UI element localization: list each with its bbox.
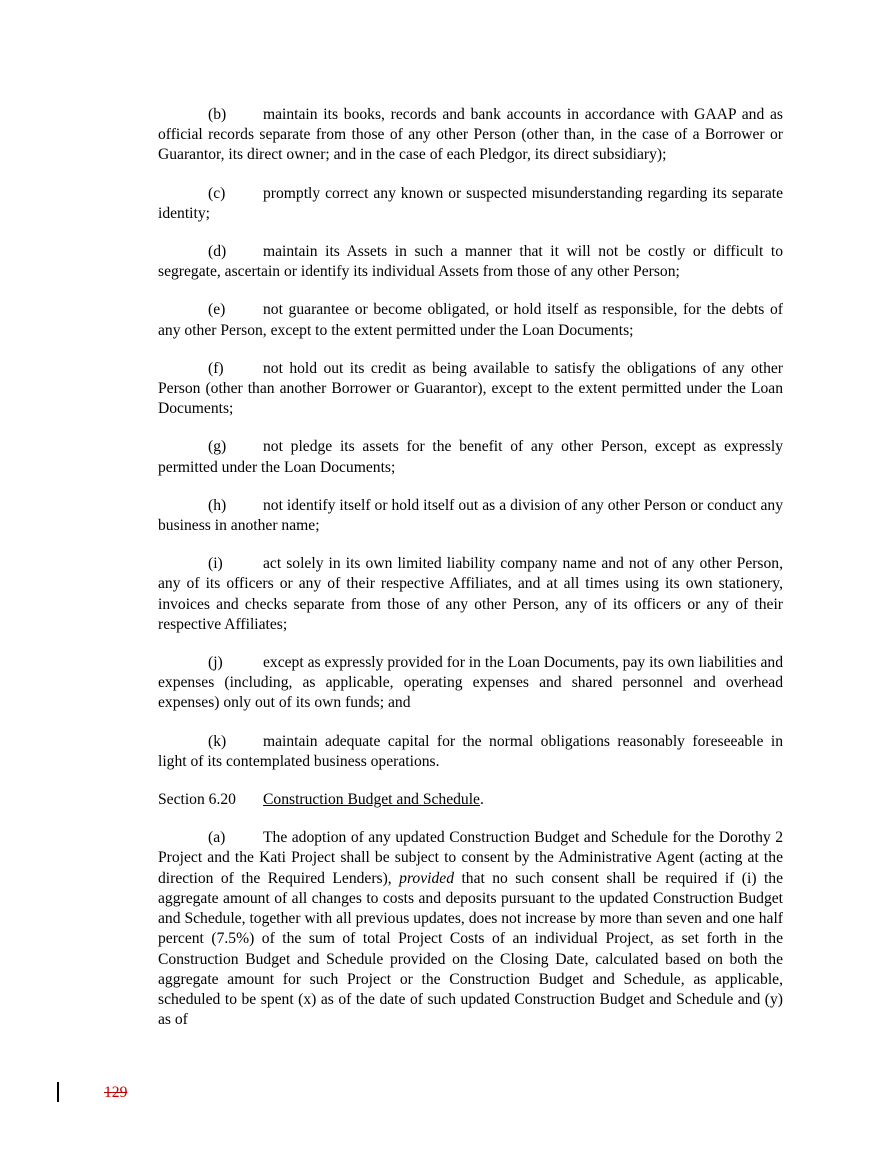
list-item-i bbox=[158, 554, 783, 635]
item-label: (i) bbox=[208, 555, 223, 573]
item-text: promptly correct any known or suspected misunderstanding regarding its separate identity; bbox=[158, 184, 783, 222]
list-item-j bbox=[158, 653, 783, 714]
page-number: 129 bbox=[104, 1084, 128, 1101]
revision-change-bar bbox=[57, 1082, 59, 1102]
section-title: Construction Budget and Schedule bbox=[263, 791, 480, 809]
item-text: maintain adequate capital for the normal obligations reasonably foreseeable in light of its contemplated business operations. bbox=[158, 732, 783, 770]
item-label: (b) bbox=[208, 106, 227, 123]
document-body bbox=[158, 105, 783, 1048]
item-text: not identify itself or hold itself out as a division of any other Person or conduct any business in another name; bbox=[158, 496, 783, 535]
section-paragraph-a bbox=[158, 828, 783, 1030]
section-heading bbox=[158, 790, 783, 810]
item-label: (d) bbox=[208, 243, 227, 261]
item-label: (f) bbox=[208, 359, 224, 377]
paragraph-emphasis: provided bbox=[399, 869, 454, 887]
item-label: (k) bbox=[208, 732, 227, 750]
item-text: not hold out its credit as being available to satisfy the obligations of any other Person (other than another Borrower or Guarantor), except to the extent permitted under the Loan Documents; bbox=[158, 359, 783, 418]
list-item-c bbox=[158, 184, 783, 224]
item-text: not guarantee or become obligated, or hold itself as responsible, for the debts of any other Person, except to the extent permitted under the Loan Documents; bbox=[158, 301, 783, 339]
item-text: maintain its Assets in such a manner that it will not be costly or difficult to segregate, ascertain or identify its individual Assets from those of any other Person; bbox=[158, 243, 783, 281]
item-text: except as expressly provided for in the Loan Documents, pay its own liabilities and expenses (including, as applicable, operating expenses and shared personnel and overhead expenses) only out of its own funds; and bbox=[158, 654, 783, 712]
item-label: (j) bbox=[208, 654, 223, 672]
paragraph-text-after: that no such consent shall be required if (i) the aggregate amount of all changes to costs and deposits pursuant to the updated Construction Budget and Schedule, together with all previous updates, does not increase by more than seven and one half percent (7.5%) of the sum of total Project Costs of an individual Project, as set forth in the Construction Budget and Schedule provided on the Closing Date, calculated based on both the aggregate amount for such Project or the Construction Budget and Schedule, as applicable, scheduled to be spent (x) as of the date of such updated Construction Budget and Schedule and (y) as of bbox=[158, 869, 783, 1029]
item-label: (e) bbox=[208, 301, 226, 319]
list-item-g bbox=[158, 437, 783, 477]
item-text: act solely in its own limited liability company name and not of any other Person, any of its officers or any of their respective Affiliates, and at all times using its own stationery, invoices and checks separate from those of any other Person, any of its officers or any of their respective Affiliates; bbox=[158, 555, 783, 633]
section-title-punct: . bbox=[479, 791, 484, 809]
item-label: (a) bbox=[208, 829, 226, 847]
list-item-e bbox=[158, 300, 783, 340]
list-item-b bbox=[158, 105, 783, 166]
list-item-d bbox=[158, 242, 783, 282]
item-label: (h) bbox=[208, 496, 227, 514]
section-number: Section 6.20 bbox=[158, 791, 236, 809]
paragraph-text-before: The adoption of any updated Construction Budget and Schedule for the Dorothy 2 Project and the Kati Project shall be subject to consent by the Administrative Agent (acting at the direction of the Required Lenders), bbox=[158, 829, 783, 887]
item-label: (c) bbox=[208, 184, 226, 202]
list-item-h bbox=[158, 496, 783, 536]
list-item-k bbox=[158, 732, 783, 772]
item-text: not pledge its assets for the benefit of any other Person, except as expressly permitted under the Loan Documents; bbox=[158, 438, 783, 476]
item-text: maintain its books, records and bank accounts in accordance with GAAP and as official records separate from those of any other Person (other than, in the case of a Borrower or Guarantor, its direct owner; and in the case of each Pledgor, its direct subsidiary); bbox=[158, 106, 783, 164]
item-label: (g) bbox=[208, 438, 227, 456]
list-item-f bbox=[158, 359, 783, 420]
